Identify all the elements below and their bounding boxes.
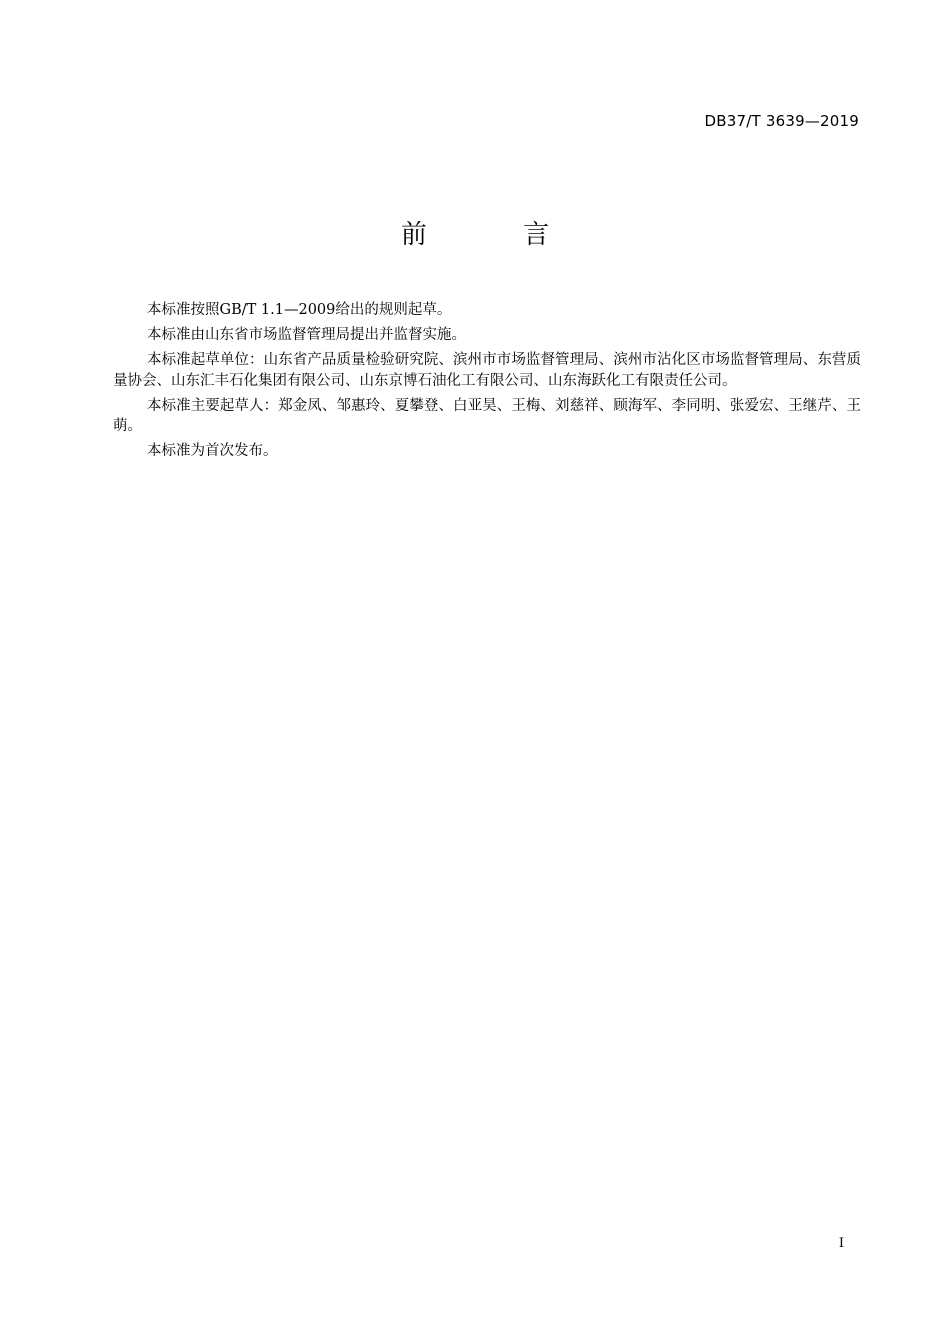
paragraph-main-drafters: 本标准主要起草人：郑金凤、邹惠玲、夏攀登、白亚昊、王梅、刘慈祥、顾海军、李同明、张爱宏、王继芹、王萌。 <box>113 397 861 434</box>
paragraph-proposer: 本标准由山东省市场监督管理局提出并监督实施。 <box>147 327 466 343</box>
section-title: 前 言 <box>400 220 594 250</box>
page-number: I <box>838 1236 844 1251</box>
paragraph-drafting-units: 本标准起草单位：山东省产品质量检验研究院、滨州市市场监督管理局、滨州市沾化区市场监督管理局、东营质量协会、山东汇丰石化集团有限公司、山东京博石油化工有限公司、山东海跃化工有限责任公司。 <box>113 352 861 389</box>
paragraph-release-note: 本标准为首次发布。 <box>147 443 278 459</box>
paragraph-drafting-rules: 本标准按照GB/T 1.1—2009给出的规则起草。 <box>147 302 452 318</box>
document-code: DB37/T 3639—2019 <box>704 112 859 130</box>
body-text <box>113 300 861 466</box>
